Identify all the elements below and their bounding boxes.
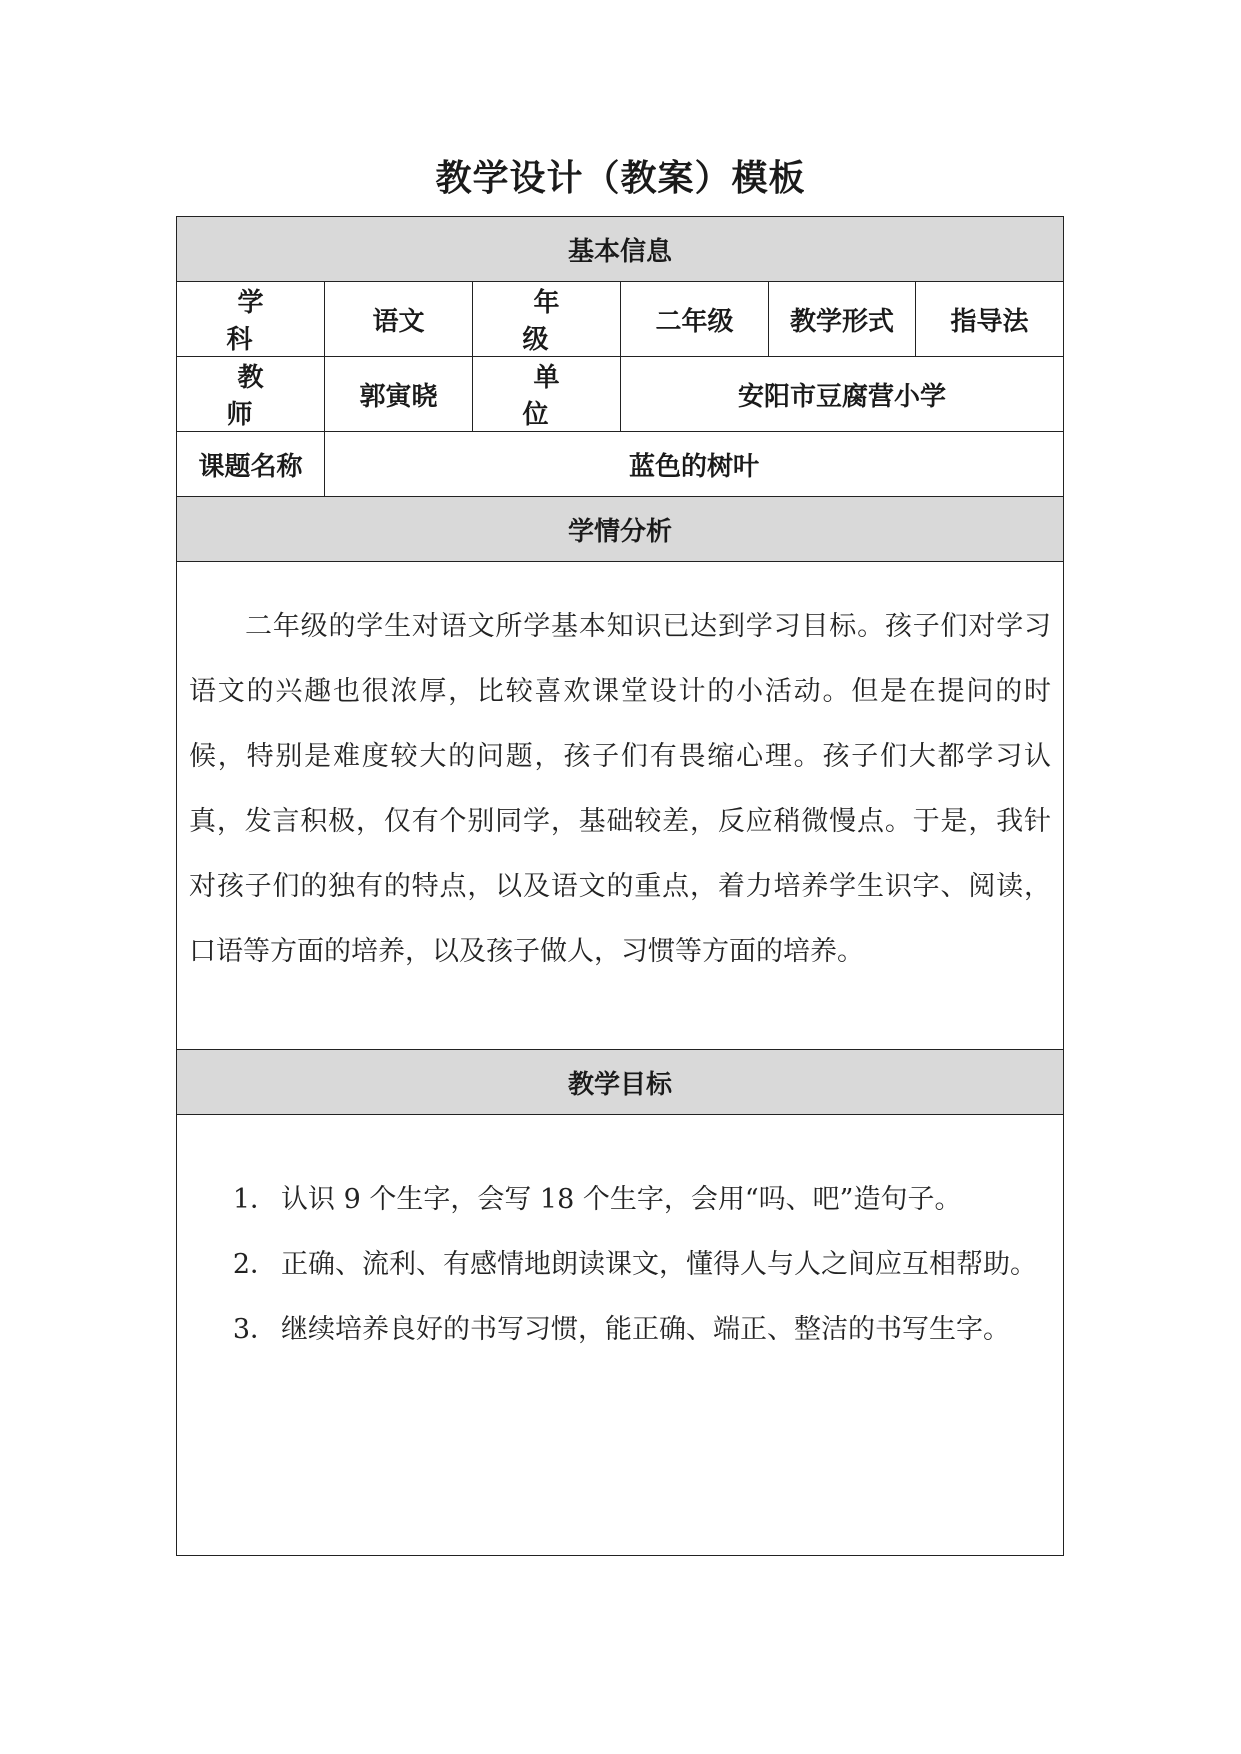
- topic-row: [177, 432, 1064, 497]
- goals-body-row: [177, 1115, 1064, 1556]
- subject-row: [177, 282, 1064, 357]
- basic-info-header: 基本信息: [177, 217, 1064, 282]
- unit-value: 安阳市豆腐营小学: [621, 357, 1064, 432]
- page-title: 教学设计（教案）模板: [435, 158, 806, 199]
- teaching-form-value: 指导法: [916, 282, 1064, 357]
- goals-header-row: [177, 1050, 1064, 1115]
- grade-value: 二年级: [621, 282, 769, 357]
- analysis-header-row: [177, 497, 1064, 562]
- analysis-text: 二年级的学生对语文所学基本知识已达到学习目标。孩子们对学习语文的兴趣也很浓厚，比较喜欢课堂设计的小活动。但是在提问的时候，特别是难度较大的问题，孩子们有畏缩心理。孩子们大都学习认真，发言积极，仅有个别同学，基础较差，反应稍微慢点。于是，我针对孩子们的独有的特点，以及语文的重点，着力培养学生识字、阅读，口语等方面的培养，以及孩子做人，习惯等方面的培养。: [189, 611, 1052, 967]
- goal-item-3: 3． 继续培养良好的书写习惯，能正确、端正、整洁的书写生字。: [232, 1314, 1010, 1345]
- goals-header: 教学目标: [177, 1050, 1064, 1115]
- grade-label: 年 级: [473, 282, 621, 357]
- goals-body: [177, 1115, 1064, 1556]
- teacher-value: 郭寅晓: [325, 357, 473, 432]
- teacher-label: 教 师: [177, 357, 325, 432]
- teacher-row: [177, 357, 1064, 432]
- topic-label: 课题名称: [177, 432, 325, 497]
- unit-label: 单 位: [473, 357, 621, 432]
- subject-value: 语文: [325, 282, 473, 357]
- lesson-plan-table: [176, 216, 1064, 1556]
- topic-value: 蓝色的树叶: [325, 432, 1064, 497]
- analysis-body-row: [177, 562, 1064, 1050]
- subject-label: 学 科: [177, 282, 325, 357]
- analysis-body: [177, 562, 1064, 1050]
- teaching-form-label: 教学形式: [769, 282, 916, 357]
- analysis-header: 学情分析: [177, 497, 1064, 562]
- goal-item-1: 1． 认识 9 个生字，会写 18 个生字，会用“吗、吧”造句子。: [232, 1184, 962, 1215]
- goal-item-2: 2． 正确、流利、有感情地朗读课文，懂得人与人之间应互相帮助。: [232, 1249, 1037, 1280]
- basic-info-header-row: [177, 217, 1064, 282]
